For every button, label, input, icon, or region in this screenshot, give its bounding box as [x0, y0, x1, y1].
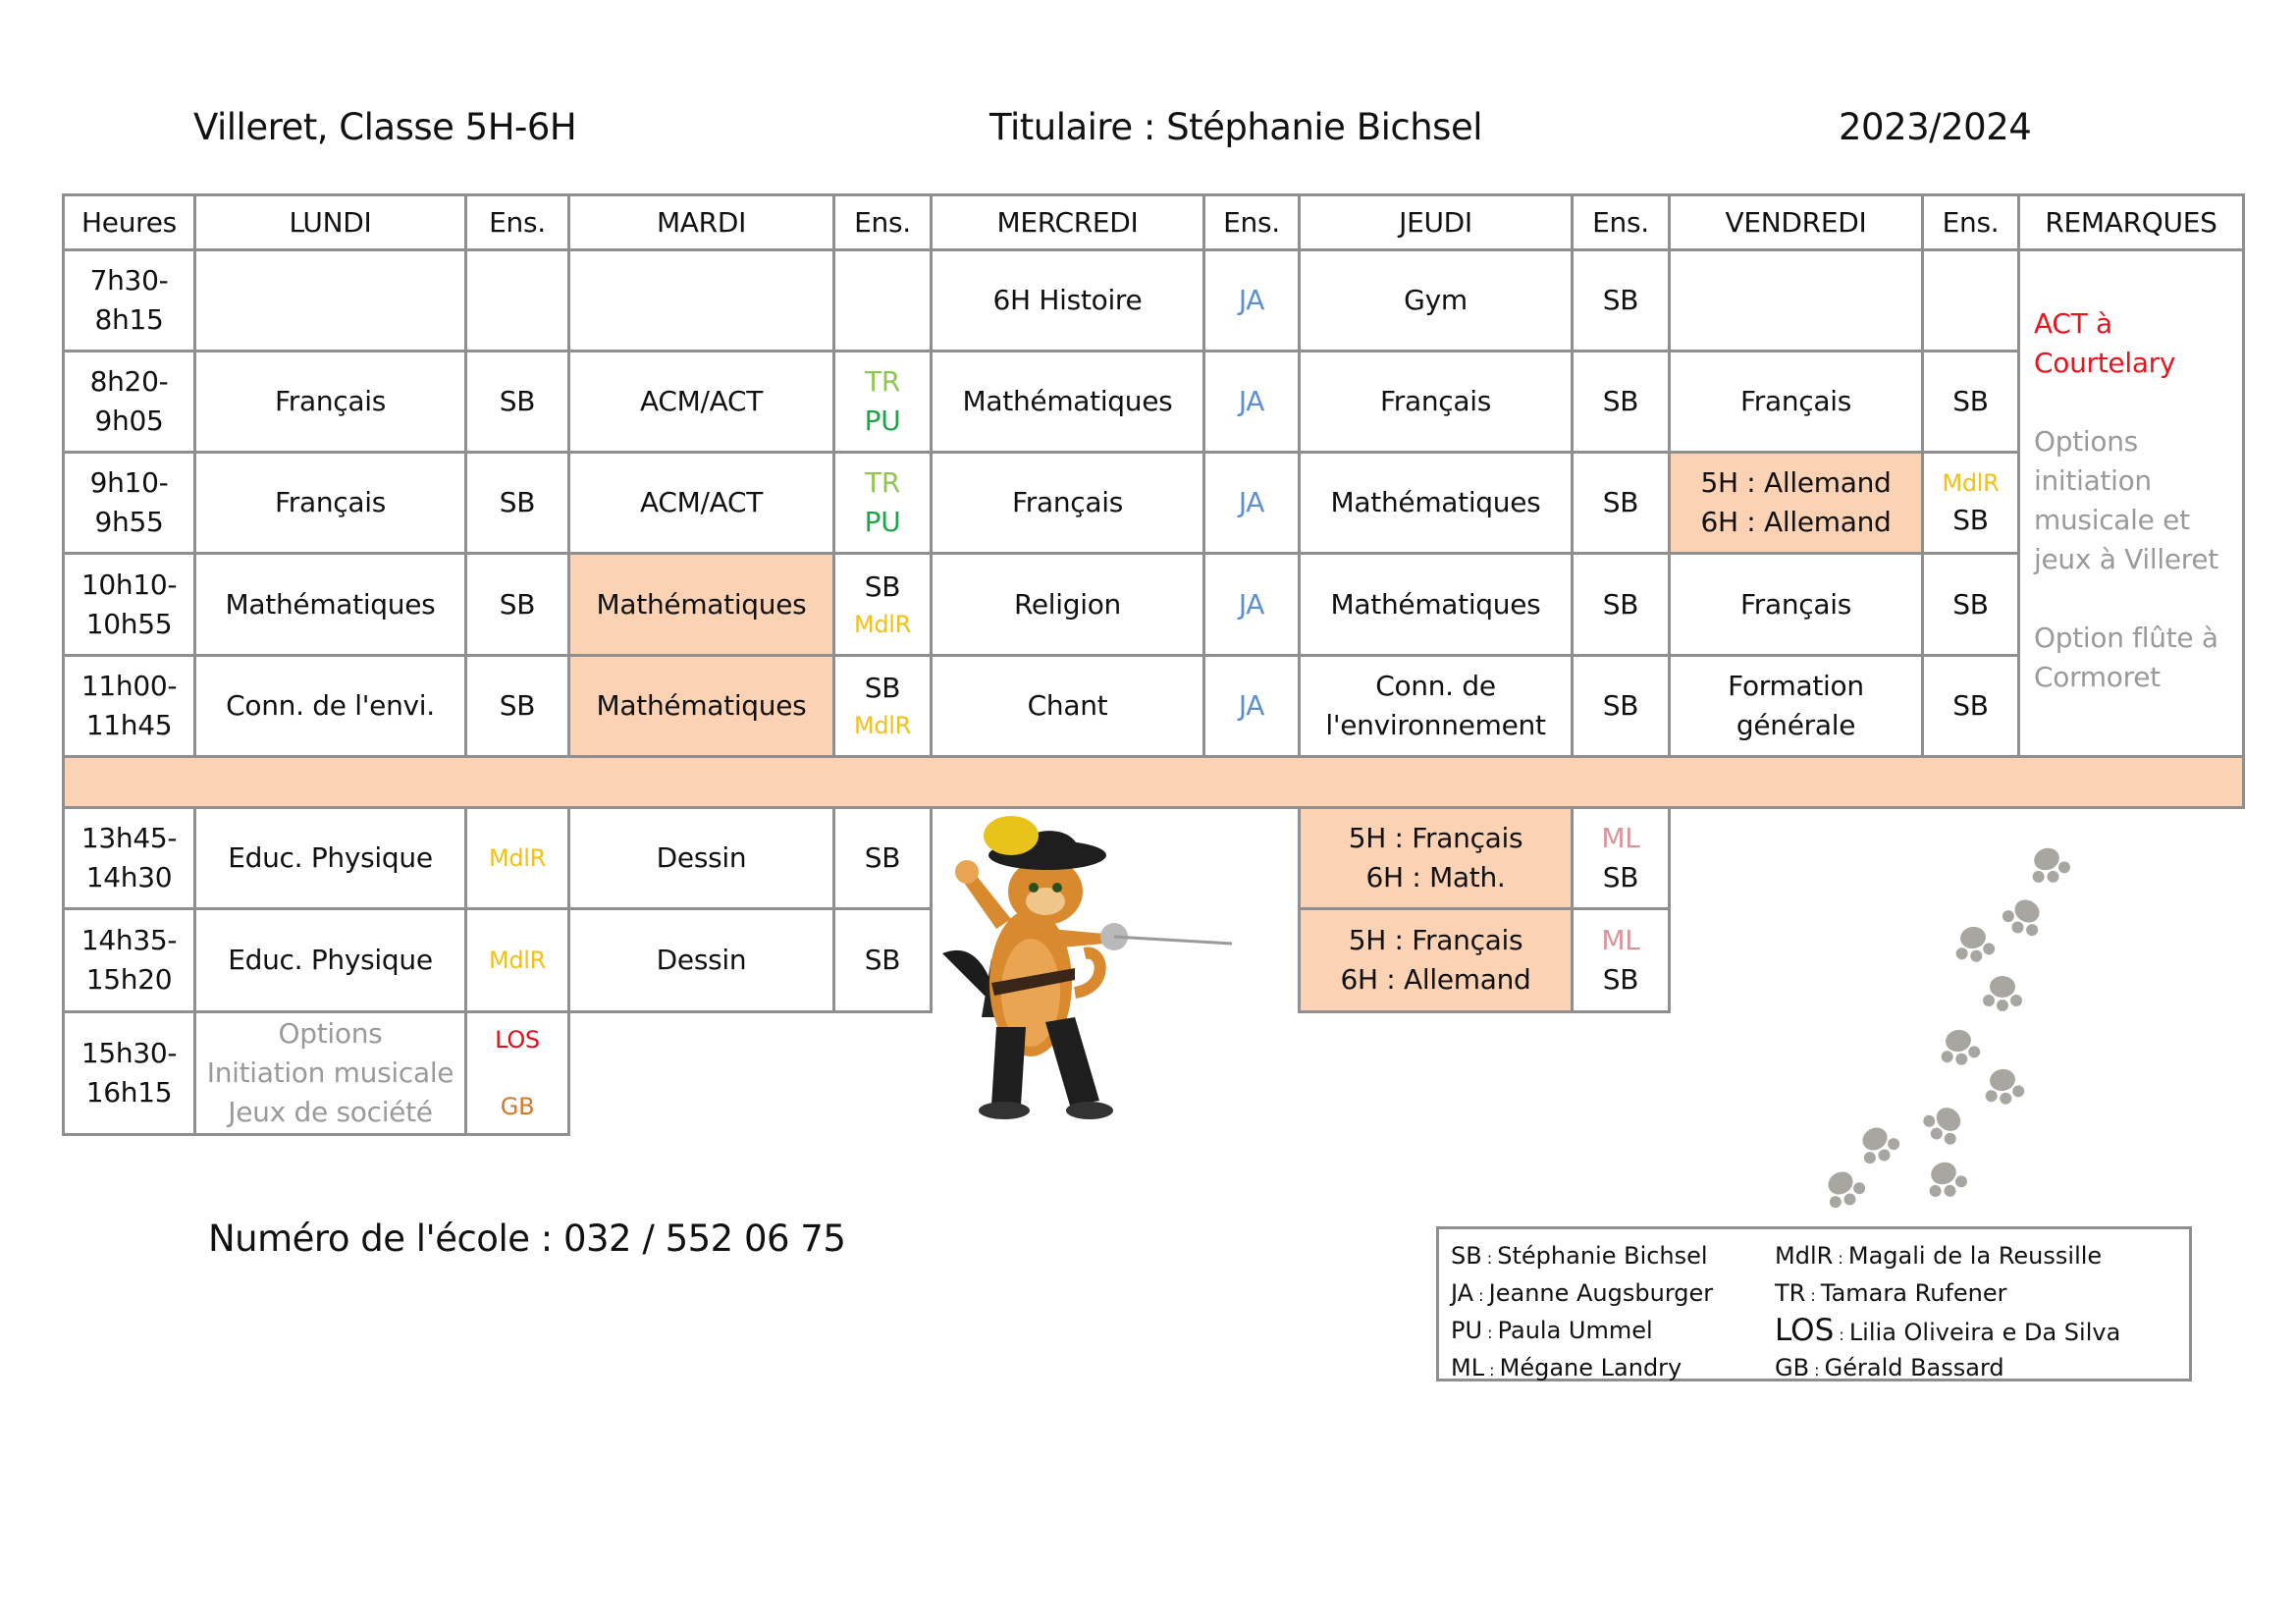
subject-text: Mathématiques	[1330, 486, 1541, 518]
subject-text: ACM/ACT	[639, 385, 764, 417]
teacher-legend	[1436, 1226, 2192, 1381]
remark-flute: Option flûte à Cormoret	[2034, 622, 2218, 693]
cell-jeudi	[1300, 656, 1573, 757]
column-header: Heures	[64, 195, 195, 250]
teacher-mercredi	[1204, 656, 1300, 757]
time-slot	[64, 250, 195, 352]
subject-text: Français	[1011, 486, 1123, 518]
time-text: 13h45-	[80, 822, 178, 854]
cell-jeudi	[1300, 554, 1573, 656]
puss-in-boots-illustration	[937, 811, 1271, 1135]
legend-name: Magali de la Reussille	[1847, 1242, 2103, 1270]
time-slot	[64, 453, 195, 554]
cell-vendredi	[1670, 656, 1923, 757]
column-header: Ens.	[1923, 195, 2019, 250]
teacher-title: Titulaire : Stéphanie Bichsel	[989, 106, 1482, 148]
teacher-mardi	[834, 453, 932, 554]
teacher-code: SB	[1602, 861, 1639, 893]
time-text: 15h30-	[80, 1037, 178, 1069]
subject-text: Mathématiques	[225, 587, 436, 621]
subject-text: Formation	[1728, 670, 1864, 702]
legend-code: GB	[1775, 1354, 1810, 1381]
remarks-cell	[2019, 250, 2244, 757]
legend-entry	[1451, 1312, 1775, 1349]
teacher-code: MdlR	[853, 610, 912, 638]
column-header: REMARQUES	[2019, 195, 2244, 250]
teacher-vendredi	[1923, 656, 2019, 757]
legend-separator: :	[1805, 1286, 1821, 1305]
column-header: Ens.	[1204, 195, 1300, 250]
cell-jeudi	[1300, 909, 1573, 1012]
cell-jeudi	[1300, 250, 1573, 352]
teacher-lundi	[466, 656, 569, 757]
cell-mercredi	[932, 250, 1204, 352]
teacher-lundi	[466, 1012, 569, 1135]
teacher-code: LOS	[495, 1026, 540, 1054]
teacher-code: MdlR	[488, 947, 547, 974]
legend-separator: :	[1473, 1286, 1489, 1305]
cell-mercredi	[932, 352, 1204, 453]
teacher-code: SB	[1602, 284, 1639, 316]
time-slot	[64, 352, 195, 453]
cell-jeudi	[1300, 808, 1573, 909]
legend-code: JA	[1451, 1279, 1474, 1307]
legend-entry	[1775, 1237, 2189, 1274]
teacher-code: JA	[1238, 689, 1265, 722]
time-text: 10h10-	[80, 568, 178, 601]
teacher-mardi	[834, 808, 932, 909]
cell-mardi	[569, 909, 834, 1012]
teacher-jeudi	[1573, 808, 1670, 909]
subject-text: Conn. de	[1375, 670, 1496, 702]
legend-code: PU	[1451, 1317, 1483, 1344]
teacher-mardi	[834, 656, 932, 757]
schedule-row	[64, 656, 2244, 757]
teacher-code: SB	[1952, 385, 1989, 417]
teacher-code: PU	[864, 506, 901, 538]
time-slot	[64, 909, 195, 1012]
legend-code: TR	[1775, 1279, 1806, 1307]
time-text: 15h20	[85, 963, 173, 996]
legend-name: Gérald Bassard	[1824, 1354, 2004, 1381]
cell-lundi	[195, 250, 466, 352]
legend-name: Tamara Rufener	[1820, 1279, 2007, 1307]
teacher-lundi	[466, 808, 569, 909]
teacher-code: ML	[1601, 924, 1640, 956]
teacher-mardi	[834, 352, 932, 453]
teacher-lundi	[466, 352, 569, 453]
subject-text: Dessin	[656, 841, 747, 874]
subject-text: Mathématiques	[1330, 587, 1541, 621]
legend-entry	[1451, 1349, 1775, 1386]
subject-text: Français	[1379, 385, 1491, 417]
teacher-jeudi	[1573, 909, 1670, 1012]
empty-cell	[1573, 1012, 1670, 1135]
legend-code: MdlR	[1775, 1242, 1834, 1270]
teacher-code: SB	[1602, 963, 1639, 996]
cell-jeudi	[1300, 453, 1573, 554]
empty-cell	[834, 1012, 932, 1135]
legend-name: Stéphanie Bichsel	[1497, 1242, 1708, 1270]
cell-vendredi	[1670, 453, 1923, 554]
legend-separator: :	[1481, 1249, 1498, 1268]
teacher-code: ML	[1601, 822, 1640, 854]
subject-text: Educ. Physique	[228, 944, 433, 976]
teacher-lundi	[466, 453, 569, 554]
subject-text: Initiation musicale	[206, 1056, 454, 1089]
subject-text: Chant	[1027, 689, 1108, 722]
column-header: LUNDI	[195, 195, 466, 250]
remark-options: Options initiation musicale et jeux à Villeret	[2034, 425, 2218, 575]
time-text: 14h30	[85, 861, 173, 893]
subject-text: Dessin	[656, 944, 747, 976]
teacher-lundi	[466, 250, 569, 352]
teacher-lundi	[466, 909, 569, 1012]
subject-text: 6H : Math.	[1365, 861, 1506, 893]
teacher-mardi	[834, 250, 932, 352]
subject-text: Mathématiques	[962, 385, 1173, 417]
teacher-mercredi	[1204, 554, 1300, 656]
time-slot	[64, 808, 195, 909]
time-slot	[64, 554, 195, 656]
time-text: 8h20-	[89, 365, 169, 398]
teacher-code: JA	[1238, 284, 1265, 316]
teacher-code: MdlR	[488, 844, 547, 872]
subject-text: l'environnement	[1325, 709, 1546, 741]
time-text: 14h35-	[80, 924, 178, 956]
teacher-code: SB	[499, 587, 536, 621]
legend-separator: :	[1834, 1326, 1849, 1344]
subject-text: 6H : Allemand	[1340, 963, 1531, 996]
legend-entry	[1775, 1349, 2189, 1386]
cell-mercredi	[932, 453, 1204, 554]
schedule-row	[64, 554, 2244, 656]
legend-name: Lilia Oliveira e Da Silva	[1848, 1319, 2121, 1346]
cell-vendredi	[1670, 554, 1923, 656]
header-row	[64, 195, 2244, 250]
teacher-code: MdlR	[853, 712, 912, 739]
time-text: 11h45	[85, 709, 173, 741]
cell-lundi	[195, 656, 466, 757]
teacher-vendredi	[1923, 250, 2019, 352]
empty-cell	[1300, 1012, 1573, 1135]
schedule-row	[64, 250, 2244, 352]
time-text: 9h10-	[89, 466, 169, 499]
teacher-code: SB	[864, 944, 901, 976]
teacher-code: PU	[864, 405, 901, 437]
teacher-code: TR	[865, 365, 900, 398]
paw-prints-decoration	[1787, 815, 2081, 1208]
column-header: JEUDI	[1300, 195, 1573, 250]
legend-separator: :	[1833, 1249, 1848, 1268]
cell-mardi	[569, 453, 834, 554]
teacher-code: SB	[1952, 587, 1989, 621]
remark-act: ACT à Courtelary	[2034, 307, 2176, 379]
subject-text: Conn. de l'envi.	[226, 689, 435, 722]
teacher-mercredi	[1204, 453, 1300, 554]
teacher-jeudi	[1573, 250, 1670, 352]
teacher-code: SB	[499, 689, 536, 722]
teacher-jeudi	[1573, 352, 1670, 453]
teacher-code: SB	[1602, 689, 1639, 722]
time-text: 7h30-	[89, 264, 169, 297]
teacher-code: SB	[499, 385, 536, 417]
legend-code: LOS	[1775, 1313, 1835, 1348]
column-header: Ens.	[466, 195, 569, 250]
teacher-mercredi	[1204, 250, 1300, 352]
teacher-code: MdlR	[1942, 469, 2000, 497]
teacher-code: GB	[500, 1093, 535, 1120]
teacher-code: JA	[1238, 385, 1265, 417]
cell-mercredi	[932, 656, 1204, 757]
teacher-code: SB	[1952, 504, 1989, 536]
subject-text: 6H : Allemand	[1700, 506, 1892, 538]
subject-text: Jeux de société	[228, 1096, 433, 1128]
empty-cell	[569, 1012, 834, 1135]
legend-separator: :	[1809, 1361, 1825, 1380]
teacher-jeudi	[1573, 656, 1670, 757]
column-header: VENDREDI	[1670, 195, 1923, 250]
teacher-code: SB	[499, 486, 536, 518]
time-text: 16h15	[85, 1076, 173, 1109]
subject-text: Français	[274, 385, 386, 417]
subject-text: Mathématiques	[596, 587, 807, 621]
cell-lundi	[195, 352, 466, 453]
legend-entry	[1451, 1274, 1775, 1312]
teacher-vendredi	[1923, 554, 2019, 656]
cell-lundi	[195, 554, 466, 656]
legend-name: Mégane Landry	[1499, 1354, 1682, 1381]
teacher-jeudi	[1573, 453, 1670, 554]
legend-entry	[1451, 1237, 1775, 1274]
column-header: MERCREDI	[932, 195, 1204, 250]
teacher-lundi	[466, 554, 569, 656]
subject-text: Français	[1739, 385, 1851, 417]
lunch-break	[64, 757, 2244, 808]
teacher-code: SB	[864, 569, 901, 603]
cell-vendredi	[1670, 250, 1923, 352]
teacher-code: SB	[864, 672, 901, 704]
subject-text: ACM/ACT	[639, 486, 764, 518]
teacher-code: SB	[1602, 587, 1639, 621]
time-slot	[64, 656, 195, 757]
teacher-code: SB	[1952, 689, 1989, 722]
legend-name: Jeanne Augsburger	[1488, 1279, 1714, 1307]
time-text: 10h55	[85, 607, 173, 640]
cell-mardi	[569, 352, 834, 453]
teacher-mercredi	[1204, 352, 1300, 453]
legend-entry	[1775, 1312, 2189, 1349]
teacher-mardi	[834, 554, 932, 656]
teacher-code: TR	[865, 466, 900, 499]
subject-text: Options	[278, 1017, 383, 1050]
cell-lundi	[195, 808, 466, 909]
cell-lundi	[195, 453, 466, 554]
subject-text: Educ. Physique	[228, 841, 433, 874]
teacher-code: JA	[1238, 587, 1265, 621]
legend-separator: :	[1484, 1361, 1500, 1380]
cell-mardi	[569, 808, 834, 909]
cell-mardi	[569, 250, 834, 352]
column-header: MARDI	[569, 195, 834, 250]
teacher-code: SB	[1602, 385, 1639, 417]
cell-mercredi	[932, 554, 1204, 656]
legend-separator: :	[1482, 1324, 1498, 1342]
cell-lundi	[195, 909, 466, 1012]
subject-text: Français	[274, 486, 386, 518]
cell-vendredi	[1670, 352, 1923, 453]
teacher-vendredi	[1923, 453, 2019, 554]
cell-mardi	[569, 656, 834, 757]
subject-text: Mathématiques	[596, 689, 807, 722]
teacher-jeudi	[1573, 554, 1670, 656]
time-text: 9h05	[94, 405, 164, 437]
subject-text: 6H Histoire	[992, 284, 1143, 316]
time-text: 11h00-	[80, 670, 178, 702]
column-header: Ens.	[834, 195, 932, 250]
teacher-mardi	[834, 909, 932, 1012]
subject-text: Religion	[1013, 587, 1121, 621]
cell-lundi	[195, 1012, 466, 1135]
subject-text: Français	[1739, 587, 1851, 621]
time-text: 8h15	[94, 303, 164, 336]
column-header: Ens.	[1573, 195, 1670, 250]
schedule-row	[64, 352, 2244, 453]
subject-text: 5H : Français	[1348, 924, 1523, 956]
teacher-code: SB	[864, 841, 901, 874]
cell-mardi	[569, 554, 834, 656]
legend-name: Paula Ummel	[1497, 1317, 1653, 1344]
schedule-row	[64, 453, 2244, 554]
school-phone: Numéro de l'école : 032 / 552 06 75	[208, 1218, 846, 1260]
subject-text: générale	[1735, 709, 1856, 741]
legend-code: SB	[1451, 1242, 1482, 1270]
lunch-break-row	[64, 757, 2244, 808]
school-year: 2023/2024	[1839, 106, 2032, 148]
time-slot	[64, 1012, 195, 1135]
legend-entry	[1775, 1274, 2189, 1312]
legend-code: ML	[1451, 1354, 1485, 1381]
subject-text: 5H : Allemand	[1700, 466, 1892, 499]
teacher-code: JA	[1238, 486, 1265, 518]
subject-text: Gym	[1404, 284, 1468, 316]
teacher-code: SB	[1602, 486, 1639, 518]
subject-text: 5H : Français	[1348, 822, 1523, 854]
cell-jeudi	[1300, 352, 1573, 453]
teacher-vendredi	[1923, 352, 2019, 453]
class-title: Villeret, Classe 5H-6H	[193, 106, 577, 148]
time-text: 9h55	[94, 506, 164, 538]
